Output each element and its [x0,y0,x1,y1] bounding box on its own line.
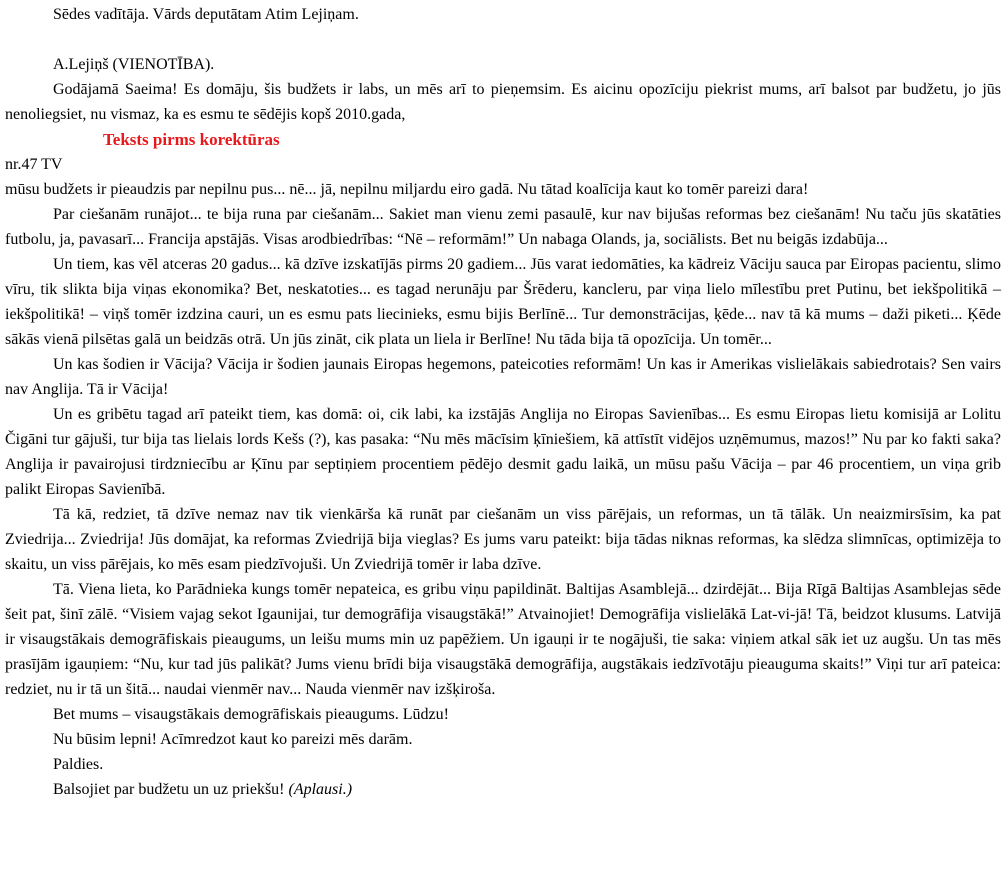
paragraph-9: Bet mums – visaugstākais demogrāfiskais pieaugums. Lūdzu! [53,706,449,723]
pre-correction-marker: Teksts pirms korektūras [103,130,280,149]
paragraph-11: Paldies. [53,756,104,773]
paragraph-3: Par ciešanām runājot... te bija runa par ciešanām... Sakiet man vienu zemi pasaulē, kur nav bijušas reformas bez ciešanām! Nu taču jūs skatāties futbolu, ja, pavasarī... Francija apstājās. Visas arodbiedrības: “Nē – reformām!” Un nabaga Olands, ja, sociālists. Bet nu beigās izdabūja... [5,206,1001,248]
closing-sentence: Balsojiet par budžetu un uz priekšu! [53,781,285,798]
applause-note: (Aplausi.) [288,781,353,798]
paragraph-7: Tā kā, redziet, tā dzīve nemaz nav tik vienkārša kā runāt par ciešanām un viss pārējais, un reformas, un tā tālāk. Un neaizmirsīsim, ka pat Zviedrija... Zviedrija! Jūs domājat, ka reformas Zviedrijā bija vieglas? Es jums varu pateikt: bija tādas niknas reformas, ka slēdza slimnīcas, optimizēja to skaitu, un viss pārējais, ko mēs esam piedzīvojuši. Un Zviedrijā tomēr ir laba dzīve. [5,506,1001,573]
blank-line [5,27,1001,52]
chair-line: Sēdes vadītāja. Vārds deputātam Atim Lejiņam. [53,6,359,23]
paragraph-8: Tā. Viena lieta, ko Parādnieka kungs tomēr nepateica, es gribu viņu papildināt. Baltijas Asamblejā... dzirdējāt... Bija Rīgā Baltijas Asamblejas sēde šeit pat, šinī zālē. “Visiem vajag sekot Igaunijai, tur demogrāfija visaugstākā!” Atvainojiet! Demogrāfija vislielākā Lat-vi-jā! Tā, beidzot klusums. Latvijā ir visaugstākais demogrāfiskais pieaugums, un leišu mums min uz papēžiem. Un igauņi ir te nogājuši, tie saka: viņiem atkal sāk iet uz augšu. Un tas mēs prasījām igauņiem: “Nu, kur tad jūs palikāt? Jums vienu brīdi bija visaugstākā demogrāfija, augstākais iedzīvotāju pieauguma skaits!” Viņi tur arī pateica: redziet, nu ir tā un šitā... naudai vienmēr nav... Nauda vienmēr nav izšķiroša. [5,581,1001,698]
tape-reference: nr.47 TV [5,156,63,173]
transcript-document [5,2,1001,802]
paragraph-4: Un tiem, kas vēl atceras 20 gadus... kā dzīve izskatījās pirms 20 gadiem... Jūs varat iedomāties, ka kādreiz Vāciju sauca par Eiropas pacientu, slimo vīru, tik slikta bija viņas ekonomika? Bet, neskatoties... es tagad nerunāju par Šrēderu, kancleru, par viņa lielo mīlestību pret Putinu, bet iekšpolitikā – iekšpolitikā! – viņš tomēr izdzina cauri, un es esmu pats liecinieks, esmu bijis Berlīnē... Tur demonstrācijas, ķēde... nav tā kā mums – daži piketi... Ķēde sākās vienā pilsētas galā un beidzās otrā. Un jūs zināt, cik plata un liela ir Berlīne! Nu tāda bija tā opozīcija. Un tomēr... [5,256,1001,348]
paragraph-6: Un es gribētu tagad arī pateikt tiem, kas domā: oi, cik labi, ka izstājās Anglija no Eiropas Savienības... Es esmu Eiropas lietu komisijā ar Lolitu Čigāni tur gājuši, tur bija tas lielais lords Kešs (?), kas pasaka: “Nu mēs mācīsim ķīniešiem, kā attīstīt vidējos uzņēmumus, mazos!” Nu par ko fakti saka? Anglija ir pavairojusi tirdzniecību ar Ķīnu par septiņiem procentiem pēdējo desmit gadu laikā, un mūsu pašu Vācija – par 46 procentiem, un viņa grib palikt Eiropas Savienībā. [5,406,1001,498]
paragraph-12 [5,777,1001,802]
paragraph-10: Nu būsim lepni! Acīmredzot kaut ko pareizi mēs darām. [53,731,413,748]
speaker-name: A.Lejiņš (VIENOTĪBA). [53,56,215,73]
paragraph-5: Un kas šodien ir Vācija? Vācija ir šodien jaunais Eiropas hegemons, pateicoties reformām! Un kas ir Amerikas vislielākais sabiedrotais? Sen vairs nav Anglija. Tā ir Vācija! [5,356,1001,398]
paragraph-2: mūsu budžets ir pieaudzis par nepilnu pus... nē... jā, nepilnu miljardu eiro gadā. Nu tātad koalīcija kaut ko tomēr pareizi dara! [5,181,809,198]
paragraph-1: Godājamā Saeima! Es domāju, šis budžets ir labs, un mēs arī to pieņemsim. Es aicinu opozīciju piekrist mums, arī balsot par budžetu, jo jūs nenoliegsiet, nu vismaz, ka es esmu te sēdējis kopš 2010.gada, [5,81,1001,123]
